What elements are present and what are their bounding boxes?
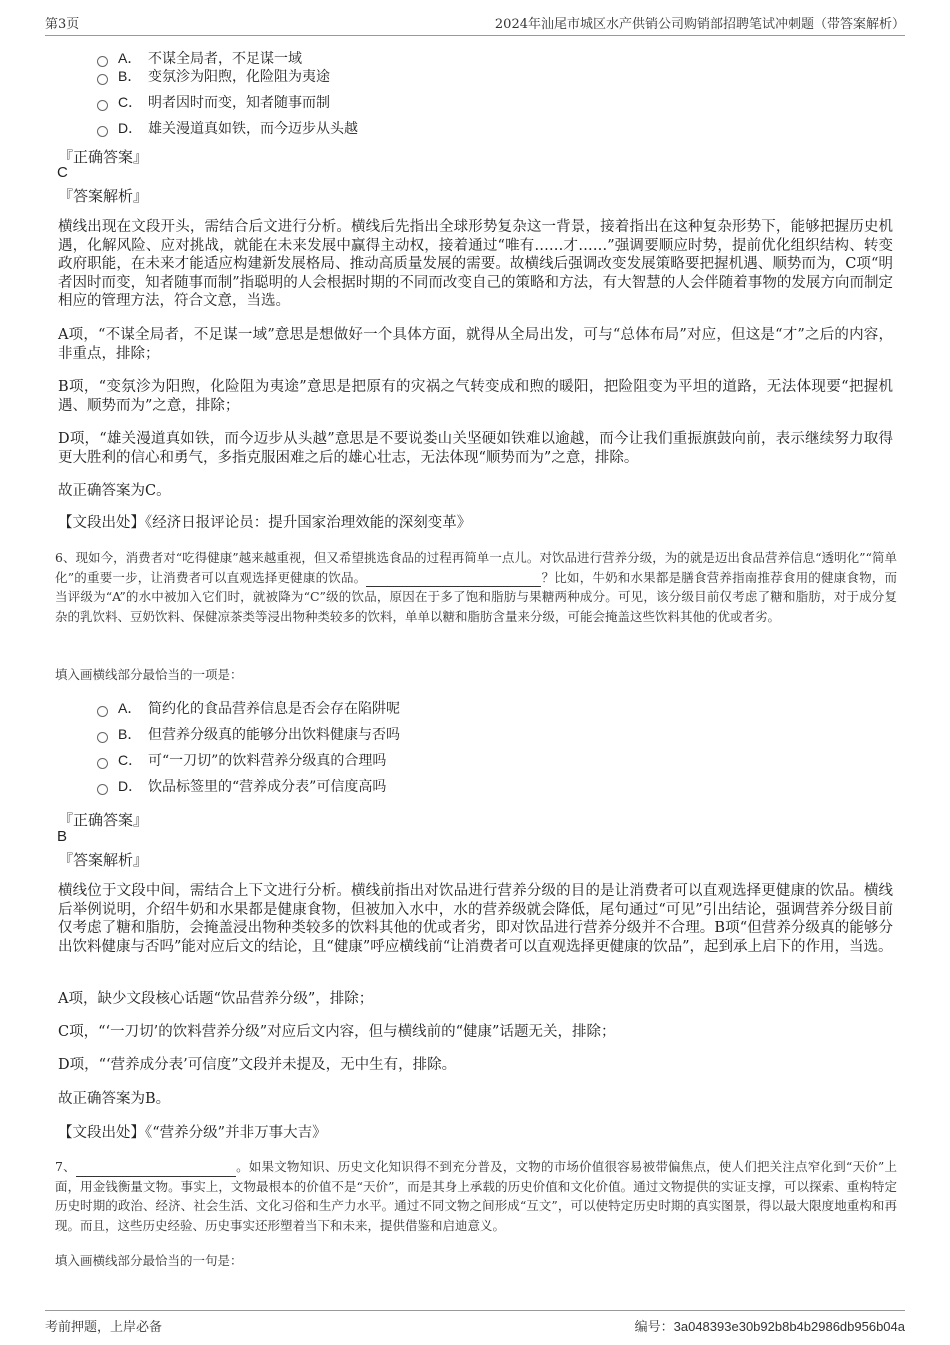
q6-analysis-label: 『答案解析』 (58, 851, 149, 869)
q6-option-d[interactable]: D． 饮品标签里的“营养成分表”可信度高吗 (97, 776, 386, 796)
radio-icon[interactable] (97, 74, 108, 85)
q5-source: 【文段出处】《经济日报评论员：提升国家治理效能的深刻变革》 (58, 515, 472, 531)
q5-analysis-a: A项，“不谋全局者，不足谋一域”意思是想做好一个具体方面，就得从全局出发，可与“总体布局”对应，但这是“才”之后的内容，非重点，排除； (58, 327, 893, 362)
q6-analysis-c: C项，“‘一刀切’的饮料营养分级”对应后文内容，但与横线前的“健康”话题无关，排除； (58, 1024, 616, 1040)
q5-answer: C (57, 164, 68, 181)
q6-analysis-d: D项，“‘营养成分表’可信度”文段并未提及，无中生有，排除。 (58, 1057, 457, 1073)
q5-analysis-d: D项，“雄关漫道真如铁，而今迈步从头越”意思是不要说娄山关坚硬如铁难以逾越，而今让我们重振旗鼓向前，表示继续努力取得更大胜利的信心和勇气，多指克服困难之后的雄心壮志，无法体现“顺势而为”之意，排除。 (58, 431, 893, 466)
q5-conclusion: 故正确答案为C。 (58, 483, 171, 499)
q6-answer: B (57, 828, 68, 845)
q5-option-a[interactable]: A． 不谋全局者，不足谋一域 (97, 48, 302, 68)
q5-answer-label: 『正确答案』 (58, 148, 149, 166)
q6-option-c[interactable]: C． 可“一刀切”的饮料营养分级真的合理吗 (97, 750, 386, 770)
q6-analysis-main: 横线位于文段中间，需结合上下文进行分析。横线前指出对饮品进行营养分级的目的是让消费者可以直观选择更健康的饮品。横线后举例说明，介绍牛奶和水果都是健康食物，但被加入水中，水的营养级就会降低，尾句通过“可见”引出结论，强调营养分级目前仅考虑了糖和脂肪，会掩盖浸出物种类较多的饮料其他的优或者劣，即对饮品进行营养分级并不合理。B项“但营养分级真的能够分出饮料健康与否吗”能对应后文的结论，且“健康”呼应横线前“让消费者可以直观选择更健康的饮品”，起到承上启下的作用，当选。 (58, 883, 893, 955)
radio-icon[interactable] (97, 784, 108, 795)
radio-icon[interactable] (97, 100, 108, 111)
answer-blank (366, 572, 541, 587)
q7-question-text: 7、 。如果文物知识、历史文化知识得不到充分普及，文物的市场价值很容易被带偏焦点，使人们把关注点窄化到“天价”上面，用金钱衡量文物。事实上，文物最根本的价值不是“天价”，而是其身上承载的历史价值和文化价值。通过文物提供的实证支撑，可以探索、重构特定历史时期的政治、经济、社会生活、文化习俗和生产力水平。通过不同文物之间形成“互文”，可以使特定历史时期的真实图景，得以最大限度地重构和再现。而且，这些历史经验、历史事实还形塑着当下和未来，提供借鉴和启迪意义。 (55, 1159, 897, 1233)
q5-option-b[interactable]: B． 变氛沴为阳煦，化险阻为夷途 (97, 66, 330, 86)
q5-analysis-main: 横线出现在文段开头，需结合后文进行分析。横线后先指出全球形势复杂这一背景，接着指出在这种复杂形势下，能够把握历史机遇，化解风险、应对挑战，就能在未来发展中赢得主动权，接着通过“唯有……才……”强调要顺应时势，提前优化组织结构、转变政府职能，在未来才能适应构建新发展格局、推动高质量发展的需要。故横线后强调改变发展策略要把握机遇、顺势而为，C项“明者因时而变，知者随事而制”指聪明的人会根据时期的不同而改变自己的策略和方法，有大智慧的人会伴随着事物的发展方向而制定相应的管理方法，符合文意，当选。 (58, 219, 893, 309)
radio-icon[interactable] (97, 758, 108, 769)
q6-option-b[interactable]: B． 但营养分级真的能够分出饮料健康与否吗 (97, 724, 400, 744)
q6-option-a[interactable]: A． 简约化的食品营养信息是否会存在陷阱呢 (97, 698, 400, 718)
q6-prompt: 填入画横线部分最恰当的一项是： (55, 667, 243, 682)
q5-analysis-label: 『答案解析』 (58, 187, 149, 205)
q5-option-d[interactable]: D． 雄关漫道真如铁，而今迈步从头越 (97, 118, 358, 138)
q7-prompt: 填入画横线部分最恰当的一句是： (55, 1253, 243, 1268)
footer-code: 编号：3a048393e30b92b8b4b2986db956b04a (634, 1318, 905, 1335)
document-title: 2024年汕尾市城区水产供销公司购销部招聘笔试冲刺题（带答案解析） (494, 17, 905, 32)
radio-icon[interactable] (97, 56, 108, 67)
q6-analysis-a: A项，缺少文段核心话题“饮品营养分级”，排除； (58, 991, 374, 1007)
q5-analysis-b: B项，“变氛沴为阳煦，化险阻为夷途”意思是把原有的灾祸之气转变成和煦的暖阳，把险阻变为平坦的道路，无法体现要“把握机遇、顺势而为”之意，排除； (58, 379, 893, 414)
footer-slogan: 考前押题，上岸必备 (45, 1319, 163, 1335)
q6-answer-label: 『正确答案』 (58, 811, 149, 829)
q6-conclusion: 故正确答案为B。 (58, 1091, 171, 1107)
radio-icon[interactable] (97, 706, 108, 717)
q6-source: 【文段出处】《“营养分级”并非万事大吉》 (58, 1125, 327, 1141)
q6-question-text: 6、现如今，消费者对“吃得健康”越来越重视，但又希望挑选食品的过程再简单一点儿。对饮品进行营养分级，为的就是迈出食品营养信息“透明化”“简单化”的重要一步，让消费者可以直观选择更健康的饮品。 ？比如，牛奶和水果都是膳食营养指南推荐食用的健康食物，而当评级为“A”的水中被加入它们时，就被降为“C”级的饮品，原因在于多了饱和脂肪与果糖两种成分。可见，该分级目前仅考虑了糖和脂肪，对于成分复杂的乳饮料、豆奶饮料、保健凉茶类等浸出物种类较多的饮料，单单以糖和脂肪含量来分级，可能会掩盖这些饮料其他的优或者劣。 (55, 550, 897, 624)
q5-option-c[interactable]: C． 明者因时而变，知者随事而制 (97, 92, 330, 112)
page-footer (45, 1310, 905, 1336)
radio-icon[interactable] (97, 732, 108, 743)
answer-blank (76, 1162, 236, 1177)
page-header (45, 10, 905, 36)
radio-icon[interactable] (97, 126, 108, 137)
page-number: 第3页 (45, 17, 80, 32)
